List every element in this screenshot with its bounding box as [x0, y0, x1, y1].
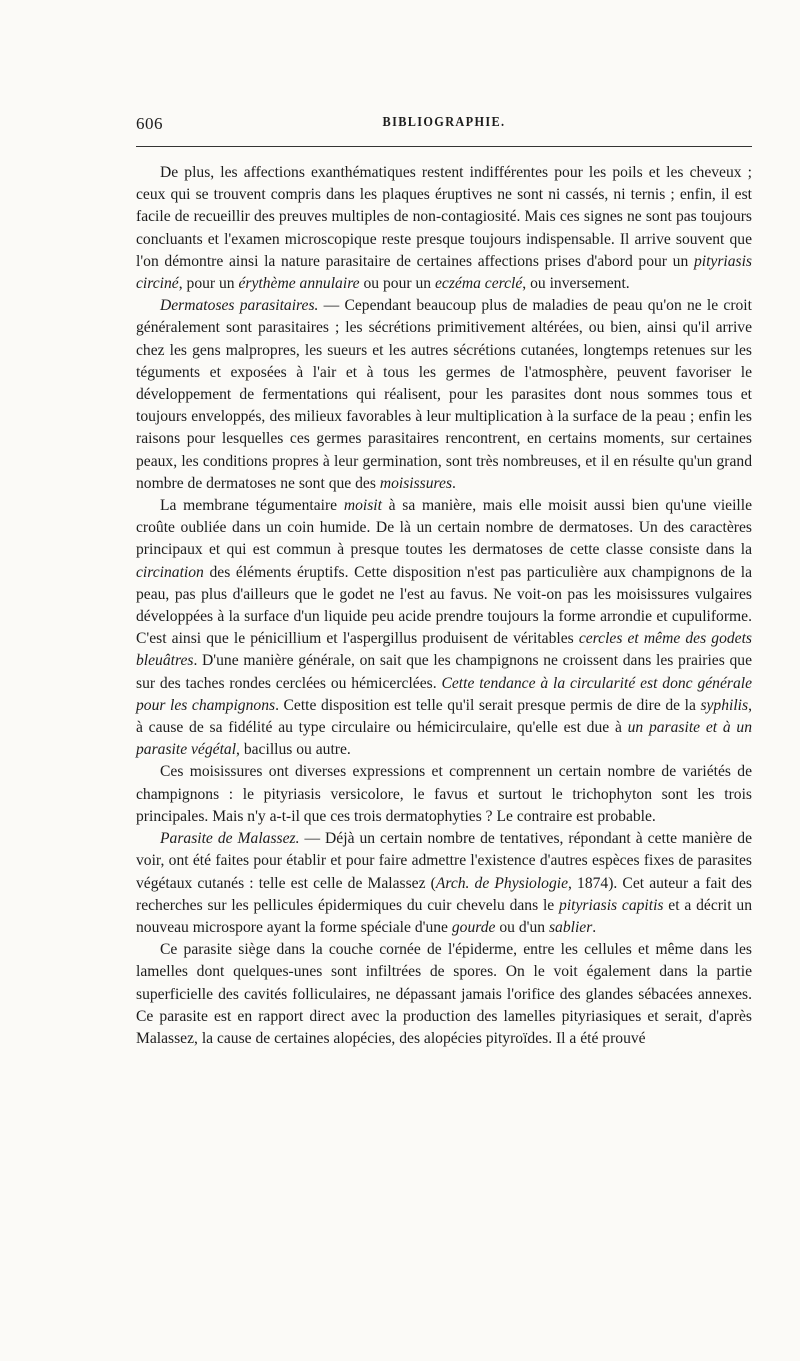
text-run: — Cependant beaucoup plus de maladies de peau qu'on ne le croit généralement sont parasitaires ; les sécrétions primitivement altérées, ou bien, ainsi qu'il arrive chez les gens malpropres, les sueurs et les autres sécrétions cutanées, longtemps retenues sur les téguments et exposées à l'air et à tous les germes de l'atmosphère, peuvent favoriser le développement de fermentations qui réalisent, pour les parasites dont nous sommes tous et toujours enveloppés, des milieux favorables à leur multiplication à la surface de la peau ; enfin les raisons pour lesquelles ces germes parasitaires rencontrent, en certains moments, sur certaines peaux, les conditions propres à leur germination, sont très nombreuses, et il en résulte qu'un grand nombre de dermatoses ne sont que des — [136, 297, 752, 492]
text-run: ou d'un — [495, 918, 549, 936]
text-run: , bacillus ou autre. — [236, 741, 351, 759]
italic-text: pityriasis circiné — [136, 252, 752, 293]
italic-text: cercles et même des godets bleuâtres — [136, 630, 752, 670]
italic-text: moisissures — [379, 474, 453, 492]
page-number: 606 — [136, 114, 163, 133]
text-run: et a décrit un nouveau microspore ayant la forme spéciale d'une — [136, 896, 752, 936]
italic-text: circination — [136, 563, 204, 581]
paragraph — [136, 761, 752, 828]
paragraph — [136, 162, 752, 295]
paragraph — [136, 939, 752, 1050]
italic-text: Parasite de Malassez. — [160, 830, 300, 848]
italic-text: sablier — [548, 918, 593, 936]
page-header — [136, 114, 752, 140]
text-run: . Cette disposition est telle qu'il serait presque permis de dire de la — [275, 696, 701, 714]
header-rule — [136, 146, 752, 147]
italic-text: érythème annulaire — [238, 275, 360, 293]
italic-text: moisit — [343, 497, 382, 515]
italic-text: eczéma cerclé — [434, 275, 523, 293]
italic-text: un parasite et à un parasite végétal — [136, 719, 752, 759]
paragraph — [136, 295, 752, 495]
text-run: , pour un — [178, 275, 239, 293]
italic-text: pityriasis capitis — [559, 896, 664, 914]
italic-text: syphilis — [700, 696, 749, 714]
text-run: De plus, les affections exanthématiques restent indifférentes pour les poils et les cheveux ; ceux qui se trouvent compris dans les plaques éruptives ne sont ni cassés, ni ternis ; enfin, il est facile de recueillir des preuves multiples de non-contagiosité. Mais ces signes ne sont pas toujours concluants et l'examen microscopique reste presque toujours indispensable. Il arrive souvent que l'on démontre ainsi la nature parasitaire de certaines affections prises d'abord pour un — [136, 164, 752, 270]
text-run: . — [592, 918, 597, 936]
text-run: . D'une manière générale, on sait que les champignons ne croissent dans les prairies que sur des taches rondes cerclées ou hémicerclées. — [136, 652, 752, 692]
italic-text: Cette tendance à la circularité est donc générale pour les champignons — [136, 674, 752, 714]
paragraph — [136, 495, 752, 761]
text-run: , 1874). Cet auteur a fait des recherches sur les pellicules épidermiques du cuir chevelu dans le — [136, 874, 752, 914]
running-title: BIBLIOGRAPHIE. — [382, 115, 506, 130]
text-run: , à cause de sa fidélité au type circulaire ou hémicirculaire, qu'elle est due à — [136, 696, 752, 737]
text-run: Ce parasite siège dans la couche cornée de l'épiderme, entre les cellules et même dans les lamelles dont quelques-unes sont infiltrées de spores. On le voit également dans la partie superficielle des cavités folliculaires, ne dépassant jamais l'orifice des glandes sébacées annexes. Ce parasite est en rapport direct avec la production des lamelles pityriasiques et serait, d'après Malassez, la cause de certaines alopécies, des alopécies pityroïdes. Il a été prouvé — [136, 941, 752, 1047]
text-run: ou pour un — [359, 275, 435, 293]
text-run: La membrane tégumentaire — [160, 497, 344, 515]
text-run: des éléments éruptifs. Cette disposition n'est pas particulière aux champignons de la peau, pas plus d'ailleurs que le godet ne l'est au favus. Ne voit-on pas les moisissures vulgaires développées à la surface d'un liquide peu acide prendre toujours la forme arrondie et cupuliforme. C'est ainsi que le pénicillium et l'aspergillus produisent de véritables — [136, 563, 752, 648]
text-run: , ou inversement. — [522, 275, 630, 293]
body-text — [136, 162, 752, 1050]
italic-text: Arch. de Physiologie — [435, 874, 569, 892]
italic-text: gourde — [451, 918, 496, 936]
italic-text: Dermatoses parasitaires. — [160, 297, 319, 315]
text-run: Ces moisissures ont diverses expressions et comprennent un certain nombre de variétés de champignons : le pityriasis versicolore, le favus et surtout le trichophyton sont les trois principales. Mais n'y a-t-il que ces trois dermatophyties ? Le contraire est probable. — [136, 763, 752, 825]
text-run: à sa manière, mais elle moisit aussi bien qu'une vieille croûte oubliée dans un coin humide. De là un certain nombre de dermatoses. Un des caractères principaux et qui est commun à presque toutes les dermatoses de cette classe consiste dans la — [136, 497, 752, 559]
paragraph — [136, 828, 752, 939]
text-run: . — [452, 474, 456, 492]
text-run: — Déjà un certain nombre de tentatives, répondant à cette manière de voir, ont été faites pour établir et pour faire admettre l'existence d'autres espèces fixes de parasites végétaux cutanés : telle est celle de Malassez ( — [136, 830, 752, 892]
